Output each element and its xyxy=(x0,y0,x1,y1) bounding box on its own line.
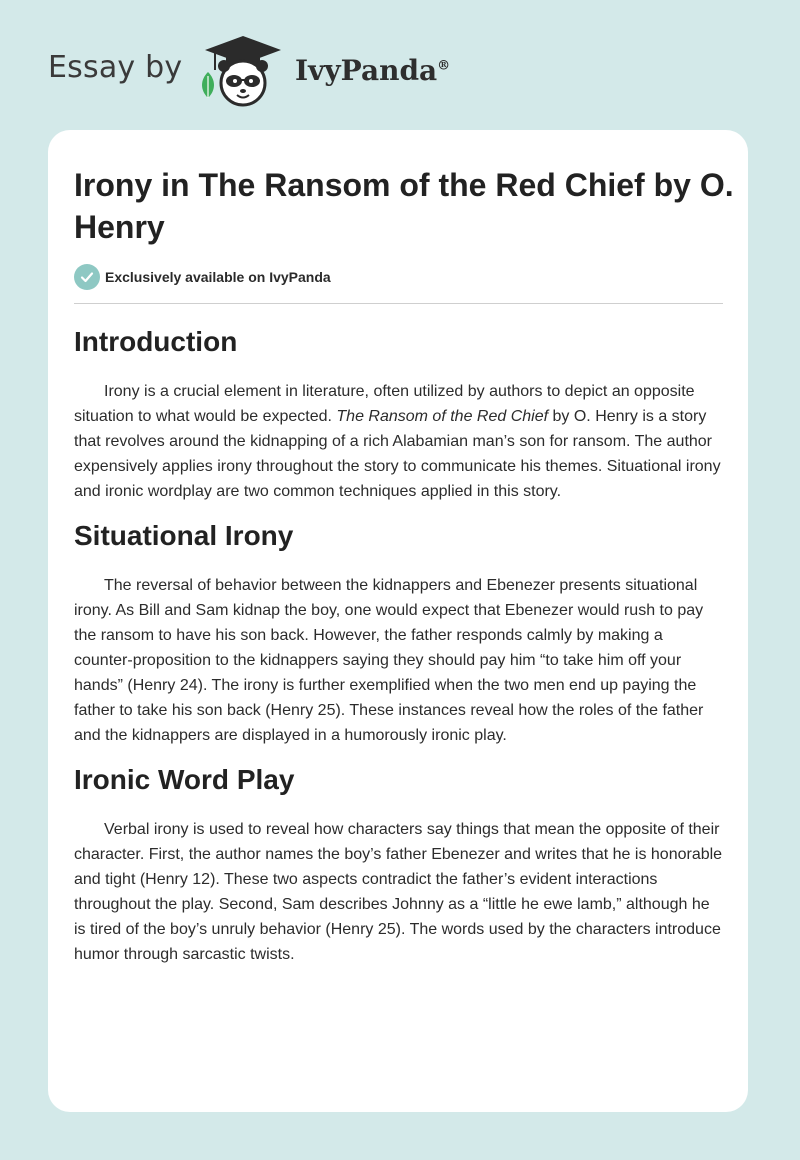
divider xyxy=(74,303,723,304)
essay-card xyxy=(48,130,748,1112)
site-header xyxy=(48,32,752,112)
paragraph-situational-irony: The reversal of behavior between the kidnappers and Ebenezer presents situational irony. As Bill and Sam kidnap the boy, one would expect that Ebenezer would rush to pay the ransom to have his son back. However, the father responds calmly by making a counter-proposition to the kidnappers saying they should pay him “to take him off your hands” (Henry 24). The irony is further exemplified when the two men end up paying the father to take his son back (Henry 25). These instances reveal how the roles of the father and the kidnappers are displayed in a humorously ironic play. xyxy=(74,577,704,744)
section-heading-situational-irony: Situational Irony xyxy=(74,520,294,551)
section-heading-introduction: Introduction xyxy=(74,326,238,357)
essay-by-label: Essay by xyxy=(48,50,183,85)
check-circle-icon xyxy=(74,264,100,290)
paragraph-introduction xyxy=(74,379,724,504)
leaf-icon xyxy=(198,70,218,100)
book-title: The Ransom of the Red Chief xyxy=(336,408,549,425)
registered-mark: ® xyxy=(437,58,451,74)
exclusive-badge xyxy=(74,263,331,291)
page-title: Irony in The Ransom of the Red Chief by O. Henry xyxy=(74,167,734,245)
paragraph-text: Irony is a crucial element in literature, often utilized by authors to depict an opposite situation to what would be expected. xyxy=(74,383,695,425)
brand-label: IvyPanda xyxy=(295,54,438,87)
paragraph-ironic-word-play: Verbal irony is used to reveal how characters say things that mean the opposite of their character. First, the author names the boy’s father Ebenezer and writes that he is honorable and tight (Henry 12). These two aspects contradict the father’s evident interactions throughout the play. Second, Sam describes Johnny as a “little he ewe lamb,” although he is tired of the boy’s unruly behavior (Henry 25). The words used by the characters introduce humor through sarcastic twists. xyxy=(74,821,723,963)
essay-body xyxy=(74,310,724,967)
exclusive-label: Exclusively available on IvyPanda xyxy=(105,269,331,285)
section-heading-ironic-word-play: Ironic Word Play xyxy=(74,764,295,795)
brand-name[interactable] xyxy=(295,54,450,87)
paragraph-text: by O. Henry is a story that revolves around the kidnapping of a rich Alabamian man’s son for ransom. The author expensively applies irony throughout the story to communicate his themes. Situational irony and ironic wordplay are two common techniques applied in this story. xyxy=(74,408,721,500)
